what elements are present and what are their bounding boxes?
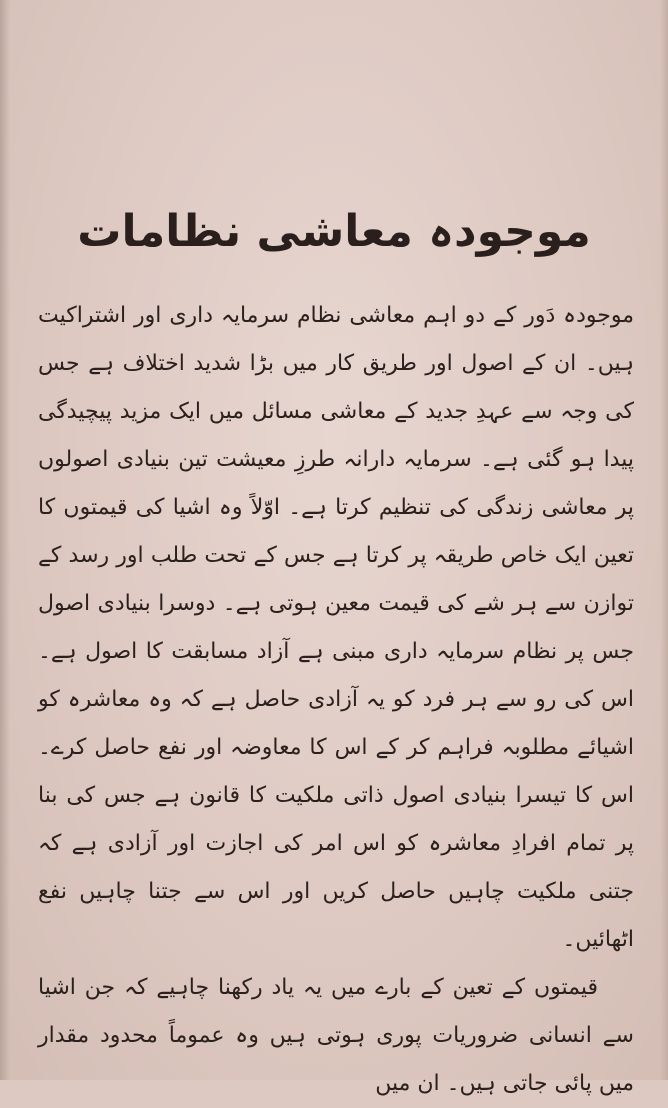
paragraph: موجودہ دَور کے دو اہم معاشی نظام سرمایہ داری اور اشتراکیت ہیں۔ ان کے اصول اور طریق کار میں بڑا شدید اختلاف ہے جس کی وجہ سے عہدِ جدید کے معاشی مسائل میں ایک مزید پیچیدگی پیدا ہو گئی ہے۔ سرمایہ دارانہ طرزِ معیشت تین بنیادی اصولوں پر معاشی زندگی کی تنظیم کرتا ہے۔ اوّلاً وہ اشیا کی قیمتوں کا تعین ایک خاص طریقہ پر کرتا ہے جس کے تحت طلب اور رسد کے توازن سے ہر شے کی قیمت معین ہوتی ہے۔ دوسرا بنیادی اصول جس پر نظام سرمایہ داری مبنی ہے آزاد مسابقت کا اصول ہے۔ اس کی رو سے ہر فرد کو یہ آزادی حاصل ہے کہ وہ معاشرہ کو اشیائے مطلوبہ فراہم کر کے اس کا معاوضہ اور نفع حاصل کرے۔ اس کا تیسرا بنیادی اصول ذاتی ملکیت کا قانون ہے جس کی بنا پر تمام افرادِ معاشرہ کو اس امر کی اجازت اور آزادی ہے کہ جتنی ملکیت چاہیں حاصل کریں اور اس سے جتنا چاہیں نفع اٹھائیں۔ [38, 303, 634, 952]
page-edge-shadow-right [660, 0, 668, 1080]
chapter-title: موجودہ معاشی نظامات [77, 206, 591, 257]
page-edge-shadow-left [0, 0, 10, 1080]
paragraph: قیمتوں کے تعین کے بارے میں یہ یاد رکھنا چاہیے کہ جن اشیا سے انسانی ضروریات پوری ہوتی ہیں وہ عموماً محدود مقدار میں پائی جاتی ہیں۔ ان میں [38, 975, 634, 1096]
body-text [38, 292, 634, 1108]
